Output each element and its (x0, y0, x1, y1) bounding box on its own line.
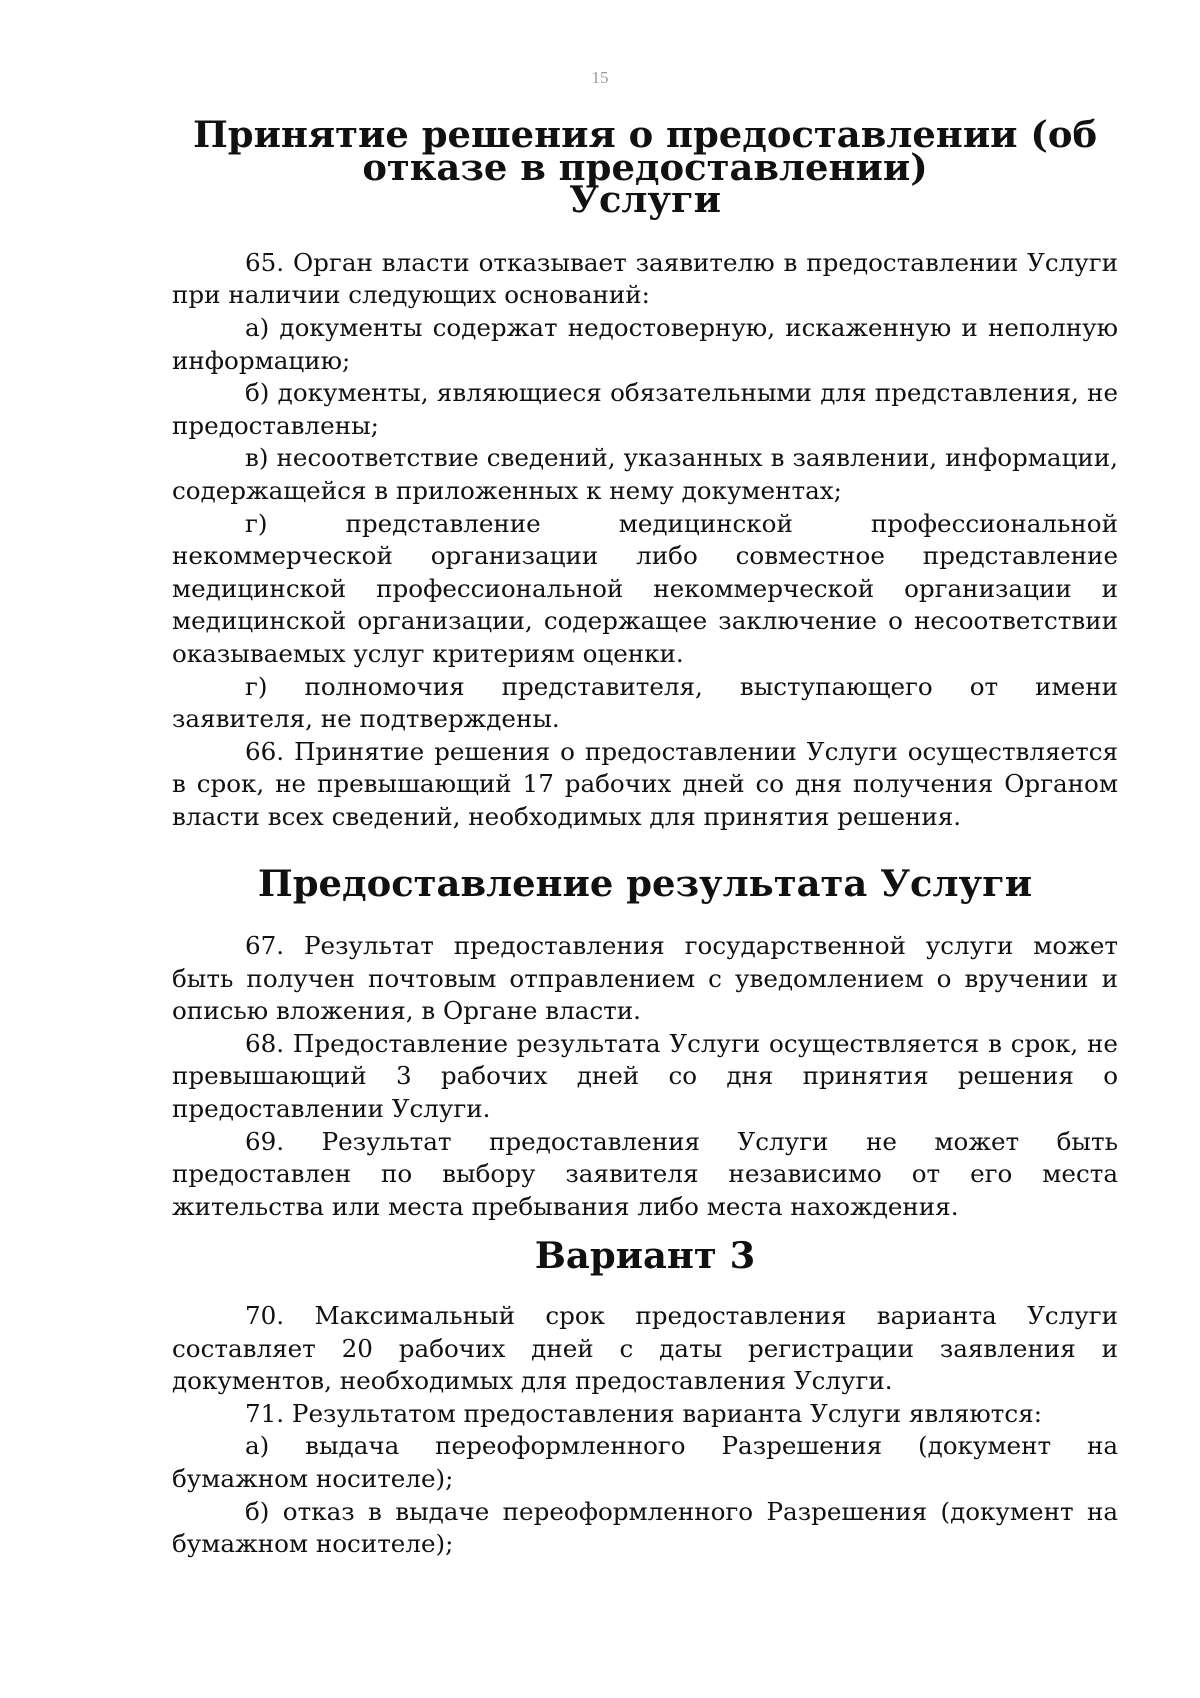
section-heading-variant-3: Вариант 3 (534, 1233, 756, 1278)
paragraph: 66. Принятие решения о предоставлении Услуги осуществляется в срок, не превышающий 17 рабочих дней со дня получения Органом власти всех сведений, необходимых для принятия решения. (172, 736, 1118, 831)
section-heading-decision (172, 112, 1118, 222)
heading-line: Принятие решения о предоставлении (об отказе в предоставлении) (192, 112, 1098, 189)
paragraph: 68. Предоставление результата Услуги осуществляется в срок, не превышающий 3 рабочих дней со дня принятия решения о предоставлении Услуги. (172, 1028, 1118, 1124)
paragraph: 67. Результат предоставления государственной услуги может быть получен почтовым отправлением с уведомлением о вручении и описью вложения, в Органе власти. (172, 931, 1118, 1026)
paragraph: 71. Результатом предоставления варианта Услуги являются: (245, 1398, 1042, 1428)
page-number: 15 (591, 68, 609, 87)
list-item: б) документы, являющиеся обязательными для представления, не предоставлены; (172, 378, 1118, 440)
paragraph: 69. Результат предоставления Услуги не может быть предоставлен по выбору заявителя независимо от его места жительства или места пребывания либо места нахождения. (172, 1126, 1118, 1221)
list-item: в) несоответствие сведений, указанных в заявлении, информации, содержащейся в приложенных к нему документах; (172, 443, 1118, 505)
list-item: г) полномочия представителя, выступающего от имени заявителя, не подтверждены. (172, 671, 1118, 734)
document-body (172, 112, 1118, 1561)
list-item: б) отказ в выдаче переоформленного Разрешения (документ на бумажном носителе); (172, 1496, 1118, 1559)
list-item: а) документы содержат недостоверную, искаженную и неполную информацию; (172, 312, 1118, 375)
list-item: г) представление медицинской профессиональной некоммерческой организации либо совместное представление медицинской профессиональной некоммерческой организации и медицинской организации, содержащее заключение о несоответствии оказываемых услуг критериям оценки. (172, 508, 1118, 668)
section-heading-result: Предоставление результата Услуги (257, 861, 1033, 906)
paragraph: 65. Орган власти отказывает заявителю в предоставлении Услуги при наличии следующих оснований: (172, 247, 1118, 310)
list-item: а) выдача переоформленного Разрешения (документ на бумажном носителе); (172, 1431, 1118, 1493)
heading-line: Услуги (569, 177, 721, 222)
paragraph: 70. Максимальный срок предоставления варианта Услуги составляет 20 рабочих дней с даты регистрации заявления и документов, необходимых для предоставления Услуги. (172, 1301, 1118, 1396)
